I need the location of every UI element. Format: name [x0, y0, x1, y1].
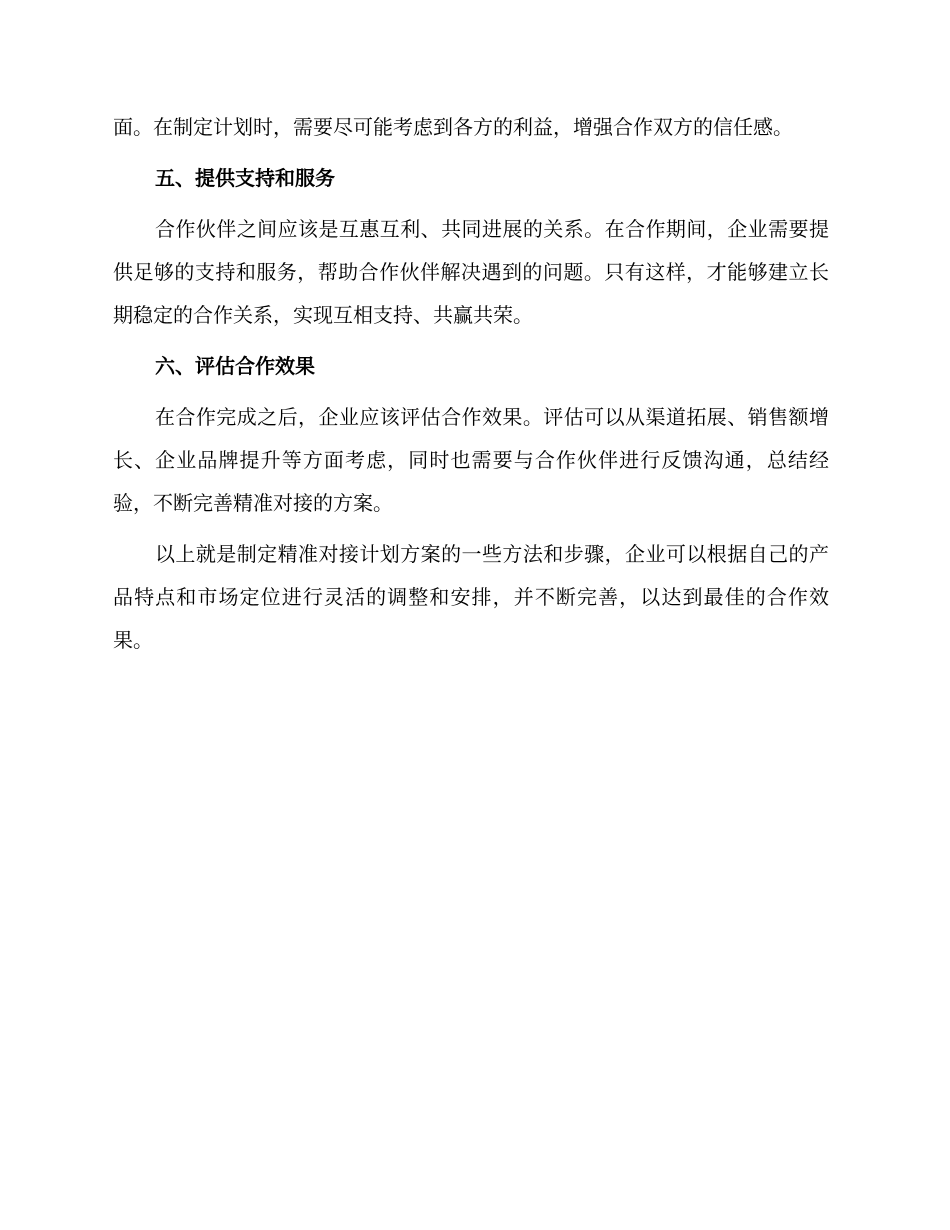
- paragraph-section-5: 合作伙伴之间应该是互惠互利、共同进展的关系。在合作期间，企业需要提供足够的支持和服务，帮助合作伙伴解决遇到的问题。只有这样，才能够建立长期稳定的合作关系，实现互相支持、共赢共荣。: [113, 217, 829, 327]
- document-body: [113, 106, 829, 670]
- section-heading-6: 六、评估合作效果: [155, 354, 315, 378]
- paragraph-continuation: 面。在制定计划时，需要尽可能考虑到各方的利益，增强合作双方的信任感。: [113, 115, 793, 139]
- section-heading-5: 五、提供支持和服务: [155, 166, 335, 190]
- paragraph-section-6: 在合作完成之后，企业应该评估合作效果。评估可以从渠道拓展、销售额增长、企业品牌提升等方面考虑，同时也需要与合作伙伴进行反馈沟通，总结经验，不断完善精准对接的方案。: [113, 405, 829, 515]
- paragraph-conclusion: 以上就是制定精准对接计划方案的一些方法和步骤，企业可以根据自己的产品特点和市场定位进行灵活的调整和安排，并不断完善，以达到最佳的合作效果。: [113, 542, 829, 652]
